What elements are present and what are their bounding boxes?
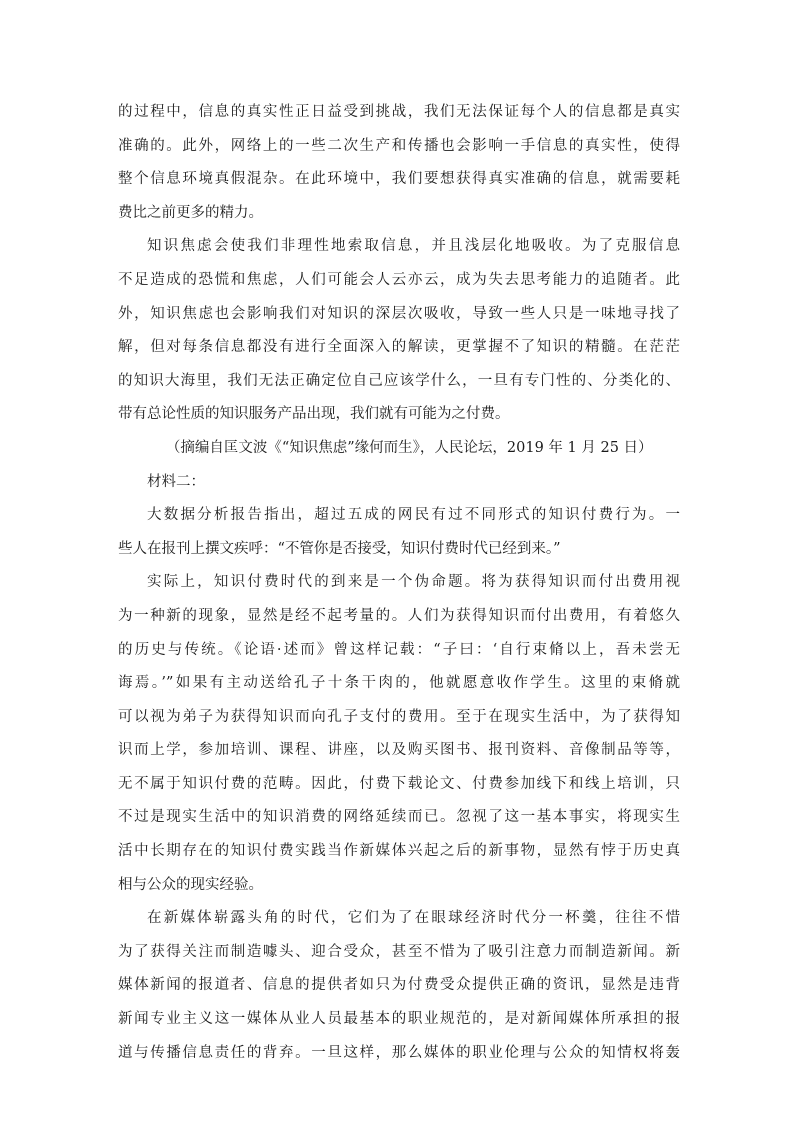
paragraph-3 <box>118 499 680 566</box>
text-line: 新闻专业主义这一媒体从业人员最基本的职业规范的，是对新闻媒体所承担的报 <box>118 1011 680 1028</box>
section-label: 材料二： <box>147 473 205 490</box>
source-citation: （摘编自匡文波《“知识焦虑”缘何而生》，人民论坛，2019 年 1 月 25 日） <box>165 439 653 456</box>
text-line: 不足造成的恐慌和焦虑，人们可能会人云亦云，成为失去思考能力的追随者。此 <box>118 271 680 288</box>
text-line: 为了获得关注而制造噱头、迎合受众，甚至不惜为了吸引注意力而制造新闻。新 <box>118 943 680 960</box>
text-line: 识而上学，参加培训、课程、讲座，以及购买图书、报刊资料、音像制品等等， <box>118 742 680 759</box>
text-line: 些人在报刊上撰文疾呼：“不管你是否接受，知识付费时代已经到来。” <box>118 540 561 557</box>
text-line: 准确的。此外，网络上的一些二次生产和传播也会影响一手信息的真实性，使得 <box>118 137 680 154</box>
text-line: 解，但对每条信息都没有进行全面深入的解读，更掌握不了知识的精髓。在茫茫 <box>118 339 680 356</box>
text-line: 外，知识焦虑也会影响我们对知识的深层次吸收，导致一些人只是一味地寻找了 <box>118 305 680 322</box>
text-line: 的知识大海里，我们无法正确定位自己应该学什么，一旦有专门性的、分类化的、 <box>118 372 680 389</box>
text-line: 实际上，知识付费时代的到来是一个伪命题。将为获得知识而付出费用视 <box>147 574 680 591</box>
text-line: 费比之前更多的精力。 <box>118 204 263 221</box>
text-line: 整个信息环境真假混杂。在此环境中，我们要想获得真实准确的信息，就需要耗 <box>118 171 680 188</box>
text-line: 无不属于知识付费的范畴。因此，付费下载论文、付费参加线下和线上培训，只 <box>118 775 680 792</box>
text-line: 带有总论性质的知识服务产品出现，我们就有可能为之付费。 <box>118 406 510 423</box>
text-line: 的历史与传统。《论语·述而》曾这样记载：“子曰：‘自行束脩以上，吾未尝无 <box>118 641 680 658</box>
text-line: 知识焦虑会使我们非理性地索取信息，并且浅层化地吸收。为了克服信息 <box>147 238 680 255</box>
paragraph-2 <box>118 230 680 432</box>
text-line: 媒体新闻的报道者、信息的提供者如只为付费受众提供正确的资讯，显然是违背 <box>118 977 680 994</box>
text-line: 活中长期存在的知识付费实践当作新媒体兴起之后的新事物，显然有悖于历史真 <box>118 843 680 860</box>
text-line: 的过程中，信息的真实性正日益受到挑战，我们无法保证每个人的信息都是真实 <box>118 104 680 120</box>
text-line: 在新媒体崭露头角的时代，它们为了在眼球经济时代分一杯羹，往往不惜 <box>147 910 680 927</box>
text-line: 诲焉。’”如果有主动送给孔子十条干肉的，他就愿意收作学生。这里的束脩就 <box>118 675 680 692</box>
paragraph-5 <box>118 902 680 1070</box>
paragraph-1 <box>118 96 680 230</box>
text-line: 大数据分析报告指出，超过五成的网民有过不同形式的知识付费行为。一 <box>147 507 680 524</box>
text-line: 可以视为弟子为获得知识而向孔子支付的费用。至于在现实生活中，为了获得知 <box>118 708 680 725</box>
document-body <box>118 96 680 1070</box>
text-line: 为一种新的现象，显然是经不起考量的。人们为获得知识而付出费用，有着悠久 <box>118 607 680 624</box>
text-line: 不过是现实生活中的知识消费的网络延续而已。忽视了这一基本事实，将现实生 <box>118 809 680 826</box>
paragraph-4 <box>118 566 680 902</box>
text-line: 道与传播信息责任的背弃。一旦这样，那么媒体的职业伦理与公众的知情权将轰 <box>118 1044 680 1061</box>
text-line: 相与公众的现实经验。 <box>118 876 263 893</box>
